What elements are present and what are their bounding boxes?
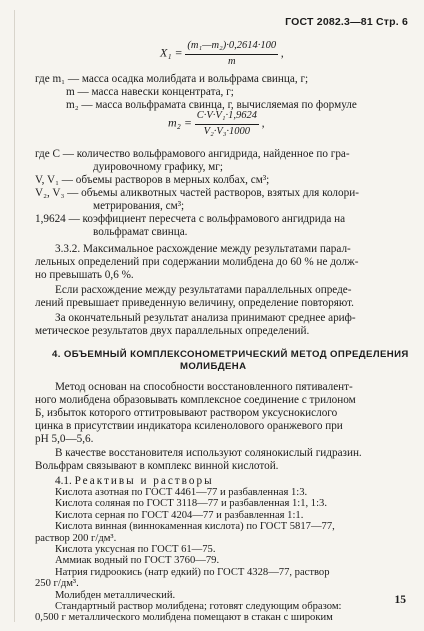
formula-m2-lhs: m₂ = <box>168 115 192 130</box>
para-repeat-line2: лений превышает приведенную величину, определение повторяют. <box>35 297 354 309</box>
page-edge-shadow <box>14 10 15 622</box>
reagent-sulfuric-acid: Кислота серная по ГОСТ 4204—77 и разбавленная 1:1. <box>55 509 304 521</box>
para-final-line1: За окончательный результат анализа принимают среднее ариф- <box>55 312 356 324</box>
def-v2-v3-line1: V₂, V₃ — объемы аликвотных частей растворов, взятых для колори- <box>35 187 359 199</box>
reagent-standard-solution-line2: 0,500 г металлического молибдена помещают в стакан с широким <box>35 612 333 624</box>
para-method-line5: pH 5,0—5,6. <box>35 433 94 445</box>
page-number: 15 <box>394 594 406 606</box>
reagent-molybdenum-metal: Молибден металлический. <box>55 589 176 601</box>
para-final-line2: метическое результатов двух параллельных определений. <box>35 325 310 337</box>
section-4-title-line2: МОЛИБДЕНА <box>180 361 247 372</box>
def-c-line2: дуировочному графику, мг; <box>93 161 223 173</box>
para-reductant-line1: В качестве восстановителя используют солянокислый гидразин. <box>55 447 362 459</box>
formula-x1-fraction <box>185 40 278 68</box>
def-coef-line1: 1,9624 — коэффициент пересчета с вольфрамового ангидрида на <box>35 213 346 225</box>
def-m2: m₂ — масса вольфрамата свинца, г, вычисляемая по формуле <box>66 99 357 111</box>
reagent-ammonia: Аммиак водный по ГОСТ 3760—79. <box>55 555 220 567</box>
def-v2-v3-line2: метрирования, см³; <box>93 200 185 212</box>
subsection-41-number: 4.1. <box>55 475 72 487</box>
reagent-tartaric-acid-line1: Кислота винная (виннокаменная кислота) по ГОСТ 5817—77, <box>55 521 335 533</box>
formula-x1 <box>160 40 284 68</box>
formula-x1-numerator: (m₁—m₂)·0,2614·100 <box>185 40 278 55</box>
para-method-line3: Б, избыток которого оттитровывают раствором уксуснокислого <box>35 407 338 419</box>
reagent-sodium-hydroxide-line2: 250 г/дм³. <box>35 578 79 590</box>
para-332-line1: 3.3.2. Максимальное расхождение между результатами парал- <box>55 243 351 255</box>
section-4-title-line1: 4. ОБЪЕМНЫЙ КОМПЛЕКСОНОМЕТРИЧЕСКИЙ МЕТОД ОПРЕДЕЛЕНИЯ <box>52 349 409 360</box>
formula-x1-tail: , <box>280 47 284 60</box>
formula-x1-denominator: m <box>227 55 236 67</box>
def-v-v1: V, V₁ — объемы растворов в мерных колбах, см³; <box>35 174 270 186</box>
para-method-line1: Метод основан на способности восстановленного пятивалент- <box>55 381 353 393</box>
def-c-line1: где C — количество вольфрамового ангидрида, найденное по гра- <box>35 148 350 160</box>
para-332-line2: лельных определений при содержании молибдена до 60 % не долж- <box>35 256 359 268</box>
formula-x1-lhs: X₁ = <box>160 45 183 60</box>
def-m1: где m₁ — масса осадка молибдата и вольфрама свинца, г; <box>35 73 309 85</box>
formula-m2-fraction <box>195 110 259 138</box>
subsection-41 <box>55 475 214 488</box>
subsection-41-title: Реактивы и растворы <box>74 475 214 487</box>
para-332-line3: но превышать 0,6 %. <box>35 269 134 281</box>
para-method-line2: ного молибдена образовывать комплексное соединение с трилоном <box>35 394 356 406</box>
reagent-nitric-acid: Кислота азотная по ГОСТ 4461—77 и разбавленная 1:3. <box>55 487 308 498</box>
para-repeat-line1: Если расхождение между результатами параллельных опреде- <box>55 284 352 296</box>
def-m: m — масса навески концентрата, г; <box>66 86 234 98</box>
formula-m2 <box>168 110 265 138</box>
formula-m2-tail: , <box>261 117 265 130</box>
reagent-tartaric-acid-line2: раствор 200 г/дм³. <box>35 532 117 544</box>
reagent-hydrochloric-acid: Кислота соляная по ГОСТ 3118—77 и разбавленная 1:1, 1:3. <box>55 498 327 510</box>
para-reductant-line2: Вольфрам связывают в комплекс винной кислотой. <box>35 460 279 472</box>
formula-m2-numerator: C·V·V₁·1,9624 <box>195 110 259 125</box>
formula-m2-denominator: V₂·V₃·1000 <box>203 125 251 137</box>
page-header: ГОСТ 2082.3—81 Стр. 6 <box>285 16 408 28</box>
reagent-acetic-acid: Кислота уксусная по ГОСТ 61—75. <box>55 544 216 555</box>
def-coef-line2: вольфрамат свинца. <box>93 226 188 238</box>
para-method-line4: цинка в присутствии индикатора ксиленолового оранжевого при <box>35 420 343 432</box>
reagent-sodium-hydroxide-line1: Натрия гидроокись (натр едкий) по ГОСТ 4328—77, раствор <box>55 566 330 578</box>
reagent-standard-solution-line1: Стандартный раствор молибдена; готовят следующим образом: <box>55 601 342 612</box>
